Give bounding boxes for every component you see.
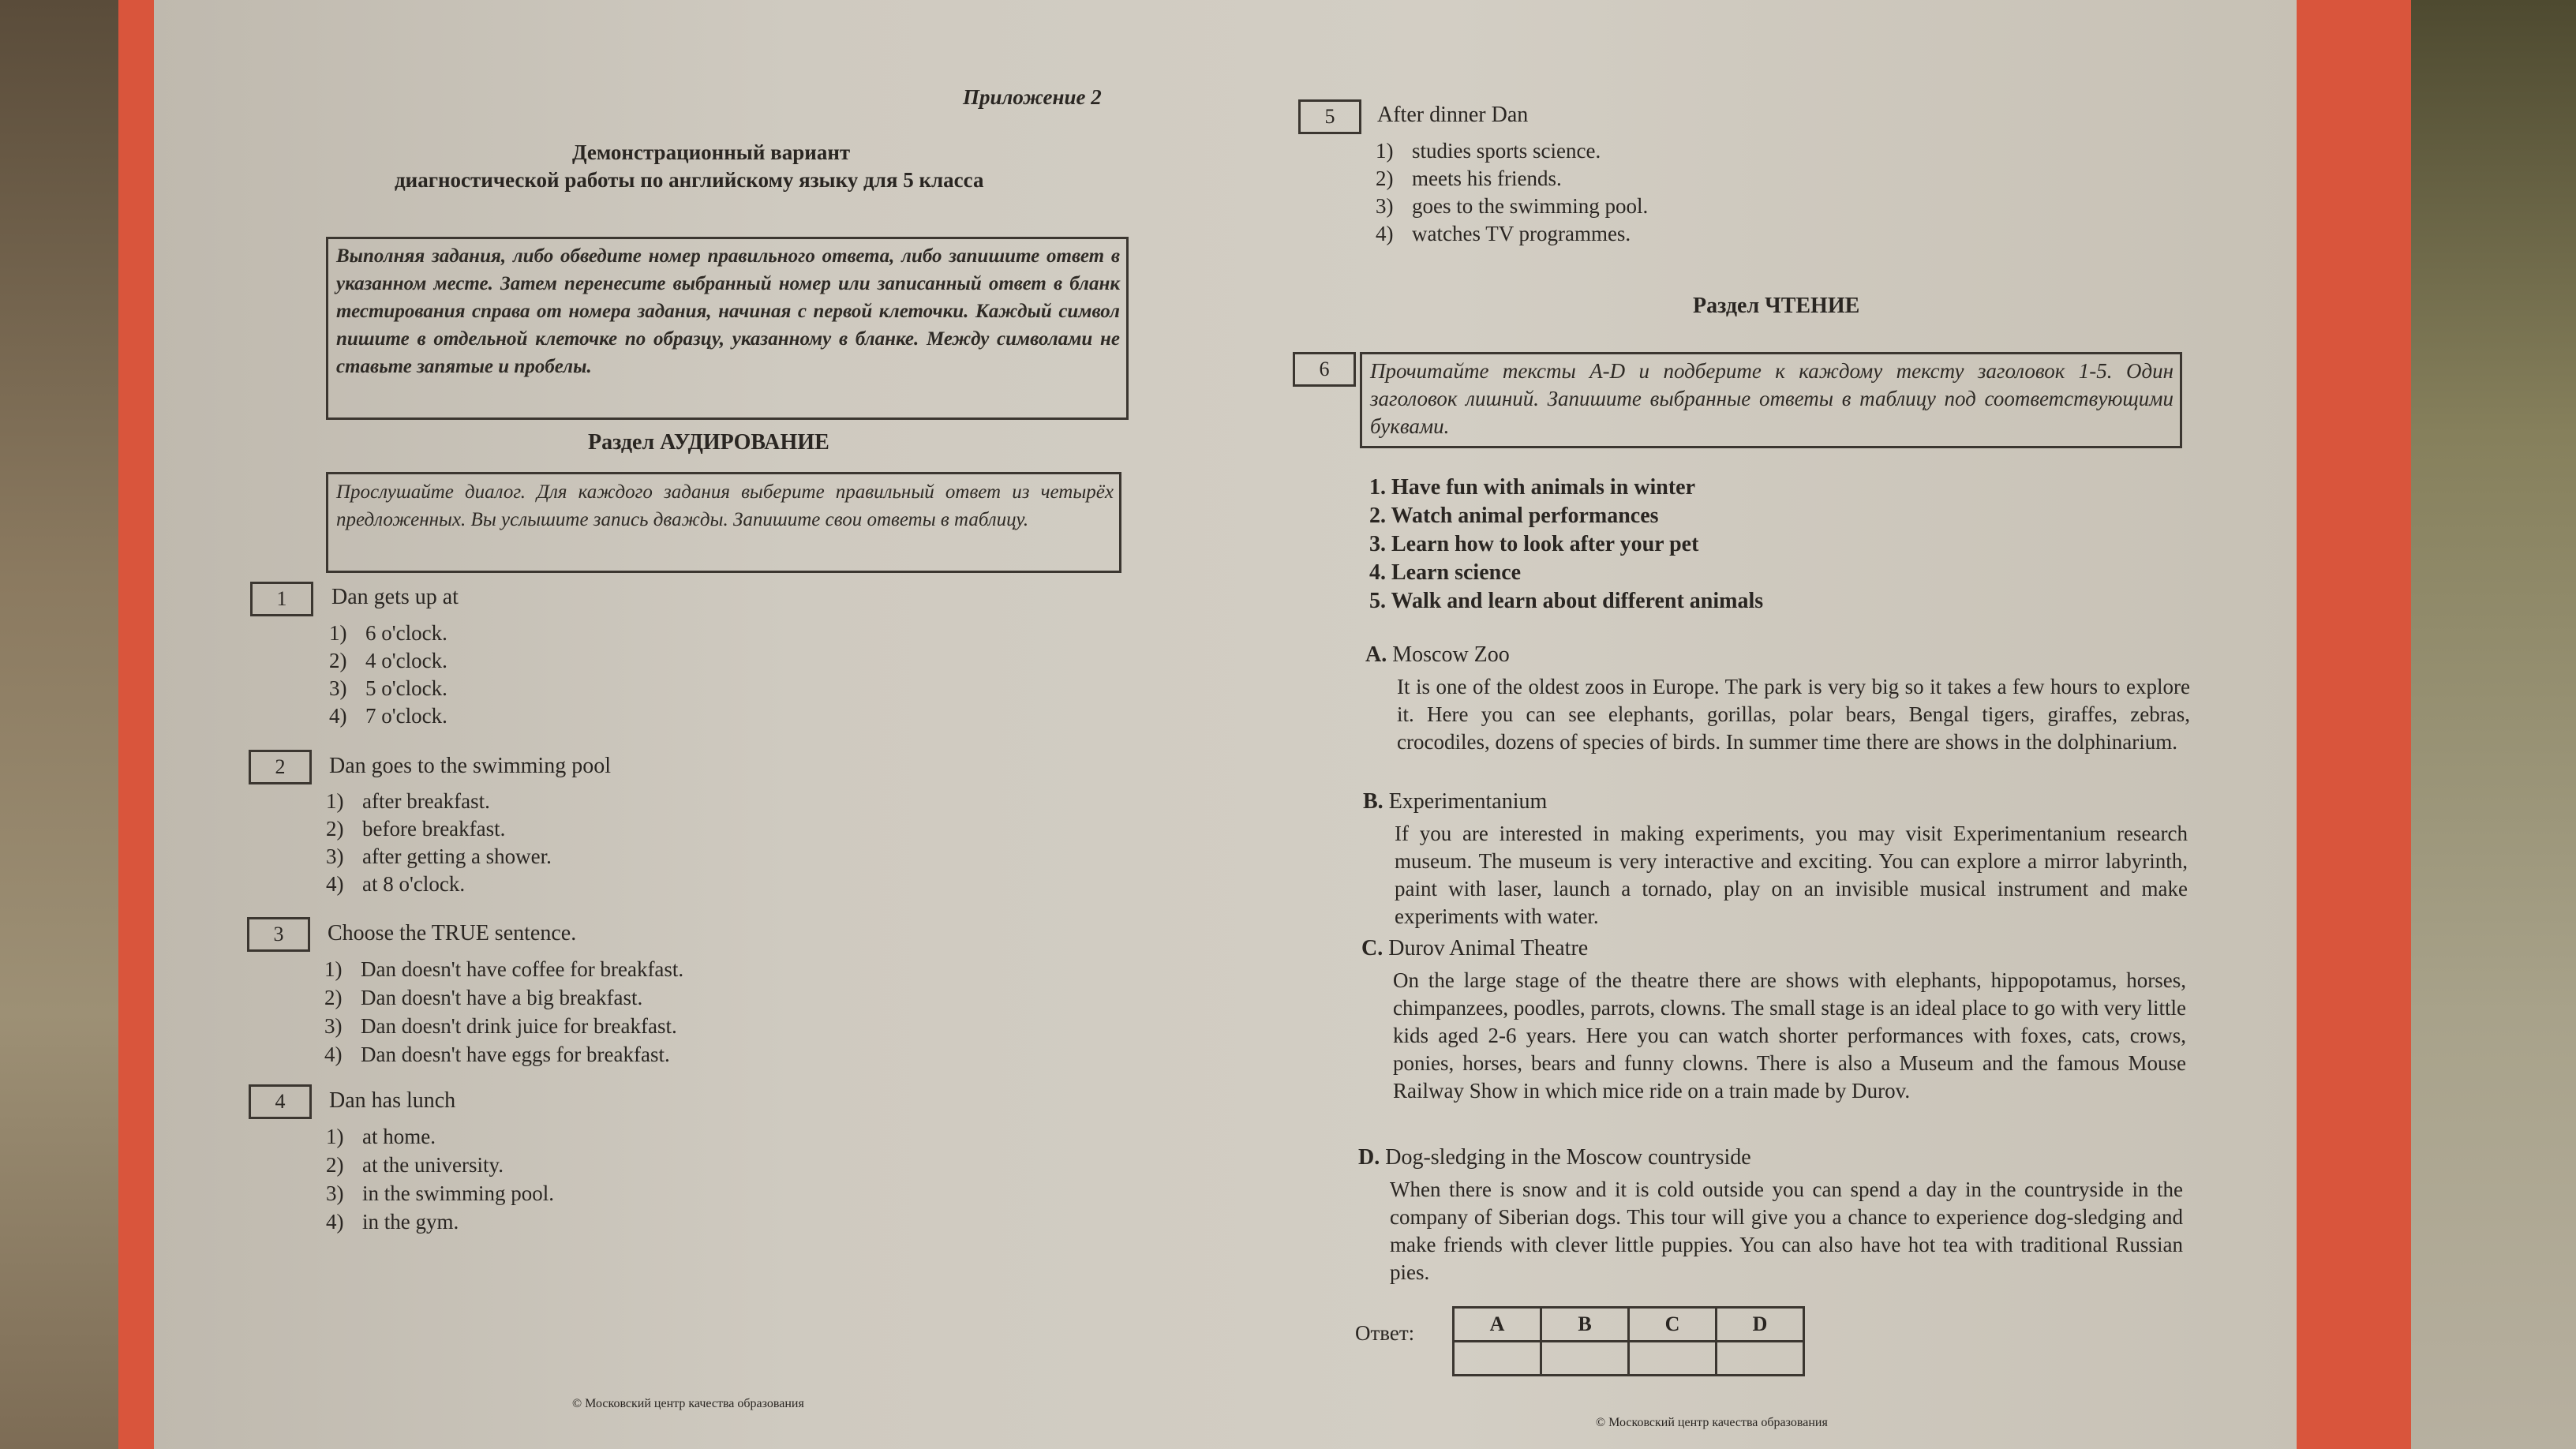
task-4-option-2: 2) at the university. [326, 1153, 504, 1177]
reading-section-header: Раздел ЧТЕНИЕ [1693, 294, 1860, 318]
task-2-option-4: 4) at 8 o'clock. [326, 872, 466, 896]
answer-label: Ответ: [1355, 1321, 1415, 1345]
answer-cell-b[interactable] [1541, 1342, 1629, 1376]
heading-3: 3. Learn how to look after your pet [1369, 532, 1699, 556]
answer-cell-a[interactable] [1454, 1342, 1541, 1376]
task-5-option-3: 3) goes to the swimming pool. [1376, 194, 1649, 218]
listening-instruction-box [326, 472, 1121, 573]
task-3-question: Choose the TRUE sentence. [328, 921, 577, 945]
task-3-number-box: 3 [247, 917, 310, 952]
task-3-option-4: 4) Dan doesn't have eggs for breakfast. [324, 1043, 670, 1066]
footer-left: © Московский центр качества образования [572, 1397, 804, 1410]
task-2-option-3: 3) after getting a shower. [326, 844, 552, 868]
general-instruction-box [326, 237, 1129, 420]
text-a-body: It is one of the oldest zoos in Europe. The park is very big so it takes a few hours to explore it. Here you can see elephants, gorillas, polar bears, Bengal tigers, giraffes, zebras, crocodiles, dozens of species of birds. In summer time there are shows in the dolphinarium. [1397, 675, 2190, 754]
listening-instruction-text: Прослушайте диалог. Для каждого задания выберите правильный ответ из четырёх предложенных. Вы услышите запись дважды. Запишите свои ответы в таблицу. [336, 481, 1114, 530]
task-1-question: Dan gets up at [331, 585, 459, 609]
reading-instruction-box [1360, 352, 2182, 448]
text-c-title: C. Durov Animal Theatre [1361, 936, 1589, 960]
task-5-option-4: 4) watches TV programmes. [1376, 222, 1631, 245]
task-5-option-1: 1) studies sports science. [1376, 139, 1601, 163]
text-b-title: B. Experimentanium [1363, 789, 1548, 814]
task-4-option-3: 3) in the swimming pool. [326, 1181, 554, 1205]
text-d-title: D. Dog-sledging in the Moscow countryside [1358, 1145, 1751, 1170]
task-2-question: Dan goes to the swimming pool [329, 754, 611, 778]
title-line-1: Демонстрационный вариант [572, 140, 851, 164]
task-5-number-box: 5 [1298, 99, 1361, 134]
answer-header-d: D [1717, 1308, 1804, 1342]
task-2-option-2: 2) before breakfast. [326, 817, 506, 841]
task-1-number-box: 1 [250, 582, 313, 616]
text-b-body: If you are interested in making experiments, you may visit Experimentanium research museum. The museum is very interactive and exciting. You can explore a mirror labyrinth, paint with laser, launch a tornado, play on an invisible musical instrument and make experiments with water. [1395, 822, 2188, 928]
task-3-option-1: 1) Dan doesn't have coffee for breakfast. [324, 957, 684, 981]
task-2-number-box: 2 [249, 750, 312, 784]
answer-header-a: A [1454, 1308, 1541, 1342]
task-4-option-4: 4) in the gym. [326, 1210, 459, 1234]
task-3-option-2: 2) Dan doesn't have a big breakfast. [324, 986, 643, 1009]
answer-header-b: B [1541, 1308, 1629, 1342]
heading-2: 2. Watch animal performances [1369, 504, 1659, 528]
text-a-title: A. Moscow Zoo [1365, 642, 1510, 667]
answer-header-c: C [1629, 1308, 1717, 1342]
answer-cell-d[interactable] [1717, 1342, 1804, 1376]
footer-right: © Московский центр качества образования [1596, 1416, 1828, 1429]
task-1-option-1: 1) 6 o'clock. [329, 621, 447, 645]
title-line-2: диагностической работы по английскому языку для 5 класса [395, 168, 984, 192]
heading-1: 1. Have fun with animals in winter [1369, 475, 1696, 500]
task-1-option-4: 4) 7 o'clock. [329, 704, 447, 728]
task-4-number-box: 4 [249, 1084, 312, 1119]
test-sheet [154, 0, 2297, 1449]
task-1-option-2: 2) 4 o'clock. [329, 649, 447, 672]
task-2-option-1: 1) after breakfast. [326, 789, 490, 813]
reading-instruction-text: Прочитайте тексты A-D и подберите к каждому тексту заголовок 1-5. Один заголовок лишний. Запишите выбранные ответы в таблицу под соответствующими буквами. [1370, 359, 2174, 438]
task-4-option-1: 1) at home. [326, 1125, 436, 1148]
text-c-body: On the large stage of the theatre there are shows with elephants, hippopotamus, horses, chimpanzees, poodles, parrots, clowns. The small stage is an ideal place to go with very little kids aged 2-6 years. Here you can watch shorter performances with foxes, cats, crows, ponies, horses, bears and funny clowns. There is also a Museum and the famous Mouse Railway Show in which mice ride on a train made by Durov. [1393, 968, 2186, 1103]
listening-section-header: Раздел АУДИРОВАНИЕ [588, 430, 829, 455]
general-instruction-text: Выполняя задания, либо обведите номер правильного ответа, либо запишите ответ в указанном месте. Затем перенесите выбранный номер или записанный ответ в бланк тестирования справа от номера задания, начиная с первой клеточки. Каждый символ пишите в отдельной клеточке по образцу, указанному в бланке. Между символами не ставьте запятые и пробелы. [336, 245, 1120, 377]
appendix-label: Приложение 2 [963, 85, 1102, 109]
task-6-number-box: 6 [1293, 352, 1356, 387]
task-3-option-3: 3) Dan doesn't drink juice for breakfast. [324, 1014, 677, 1038]
answer-cell-c[interactable] [1629, 1342, 1717, 1376]
task-4-question: Dan has lunch [329, 1088, 456, 1113]
task-5-question: After dinner Dan [1377, 103, 1529, 127]
answer-table [1452, 1306, 1805, 1376]
task-1-option-3: 3) 5 o'clock. [329, 676, 447, 700]
heading-4: 4. Learn science [1369, 560, 1522, 585]
heading-5: 5. Walk and learn about different animals [1369, 589, 1764, 613]
task-5-option-2: 2) meets his friends. [1376, 167, 1562, 190]
text-d-body: When there is snow and it is cold outside you can spend a day in the countryside in the company of Siberian dogs. This tour will give you a chance to experience dog-sledging and make friends with clever little puppies. You can also have hot tea with traditional Russian pies. [1390, 1178, 2183, 1284]
